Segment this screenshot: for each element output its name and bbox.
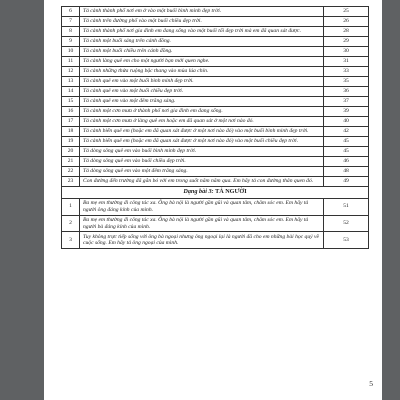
document-page [44, 0, 382, 400]
row-number: 6 [62, 7, 80, 17]
row-page: 33 [324, 66, 369, 76]
row-number: 22 [62, 166, 80, 176]
row-page: 29 [324, 36, 369, 46]
row-page: 26 [324, 16, 369, 26]
row-number: 8 [62, 26, 80, 36]
row-page: 48 [324, 166, 369, 176]
section-name: TẢ NGƯỜI [215, 187, 247, 195]
row-title: Tả dòng sông quê em vào một đêm trăng sáng. [80, 166, 324, 176]
table-row [62, 166, 369, 176]
row-page: 37 [324, 96, 369, 106]
section-heading [62, 186, 369, 198]
table-row [62, 146, 369, 156]
row-page: 39 [324, 106, 369, 116]
row-number: 21 [62, 156, 80, 166]
row-title: Tả cảnh quê em vào một buổi chiều đẹp trời. [80, 86, 324, 96]
table-row [62, 116, 369, 126]
row-title: Tả dòng sông quê em vào buổi bình minh đẹp trời. [80, 146, 324, 156]
row-title: Tả cảnh thành phố nơi em ở vào một buổi bình minh đẹp trời. [80, 7, 324, 17]
row-title: Tả cảnh thành phố nơi gia đình em đang sống vào một buổi tối đẹp trời mà em đã quan sát được. [80, 26, 324, 36]
row-number: 12 [62, 66, 80, 76]
row-page: 31 [324, 56, 369, 66]
table-row [62, 156, 369, 166]
row-page: 46 [324, 156, 369, 166]
row-number: 13 [62, 76, 80, 86]
table-row [62, 86, 369, 96]
row-page: 35 [324, 76, 369, 86]
table-row [62, 106, 369, 116]
table-row [62, 215, 369, 232]
row-title: Tả cảnh một buổi chiều trên cánh đồng. [80, 46, 324, 56]
row-number: 16 [62, 106, 80, 116]
table-row [62, 16, 369, 26]
row-title: Tả cảnh quê em vào một đêm trăng sáng. [80, 96, 324, 106]
row-title: Tuy không trực tiếp sống với ông bà ngoại nhưng ông ngoại lại là người đã cho em những bài học quý về cuộc sống. Em hãy tả ông ngoại của mình. [80, 232, 324, 249]
row-title: Tả cảnh quê em vào một buổi bình minh đẹp trời. [80, 76, 324, 86]
toc-rows-people [62, 198, 369, 248]
row-page: 45 [324, 146, 369, 156]
row-page: 51 [324, 198, 369, 215]
row-title: Tả cảnh một cơn mưa ở thành phố nơi gia đình em đang sống. [80, 106, 324, 116]
row-number: 9 [62, 36, 80, 46]
row-title: Tả cảnh biển quê em (hoặc em đã quan sát được ở một nơi nào đó) vào một buổi chiều đẹp trời. [80, 136, 324, 146]
row-title: Tả cảnh một buổi sáng trên cánh đồng. [80, 36, 324, 46]
row-page: 25 [324, 7, 369, 17]
table-row [62, 176, 369, 186]
row-title: Ba mẹ em thường đi công tác xa. Ông bà nội là người gần gũi và quan tâm, chăm sóc em. Em hãy tả người ông đáng kính của mình. [80, 198, 324, 215]
row-number: 3 [62, 232, 80, 249]
row-title: Tả cảnh biển quê em (hoặc em đã quan sát được ở một nơi nào đó) vào một buổi bình minh đẹp trời. [80, 126, 324, 136]
table-row [62, 46, 369, 56]
row-number: 2 [62, 215, 80, 232]
row-number: 14 [62, 86, 80, 96]
row-number: 18 [62, 126, 80, 136]
section-label: Dạng bài 3: [183, 187, 214, 195]
row-page: 42 [324, 126, 369, 136]
row-number: 15 [62, 96, 80, 106]
row-page: 40 [324, 116, 369, 126]
row-title: Ba mẹ em thường đi công tác xa. Ông bà nội là người gần gũi và quan tâm, chăm sóc em. Em hãy tả người bà đáng kính của mình. [80, 215, 324, 232]
table-row [62, 56, 369, 66]
row-number: 23 [62, 176, 80, 186]
row-number: 17 [62, 116, 80, 126]
row-number: 10 [62, 46, 80, 56]
row-page: 52 [324, 215, 369, 232]
table-of-contents [61, 6, 369, 249]
table-row [62, 198, 369, 215]
toc-section [62, 186, 369, 198]
row-title: Tả cảnh làng quê em cho một người bạn mới quen nghe. [80, 56, 324, 66]
table-row [62, 96, 369, 106]
row-number: 11 [62, 56, 80, 66]
row-number: 19 [62, 136, 80, 146]
row-title: Tả cảnh trên đường phố vào một buổi chiều đẹp trời. [80, 16, 324, 26]
toc-rows-landscape [62, 7, 369, 187]
section-heading-row [62, 186, 369, 198]
row-page: 49 [324, 176, 369, 186]
row-title: Tả cảnh những thửa ruộng bậc thang vào mùa lúa chín. [80, 66, 324, 76]
row-page: 28 [324, 26, 369, 36]
row-number: 7 [62, 16, 80, 26]
row-title: Con đường đến trường đã gắn bó với em trong suốt năm năm qua. Em hãy tả con đường thân quen đó. [80, 176, 324, 186]
row-page: 53 [324, 232, 369, 249]
table-row [62, 232, 369, 249]
row-number: 1 [62, 198, 80, 215]
row-number: 20 [62, 146, 80, 156]
table-row [62, 7, 369, 17]
page-number: 5 [369, 379, 373, 388]
table-row [62, 36, 369, 46]
row-page: 45 [324, 136, 369, 146]
table-row [62, 66, 369, 76]
row-title: Tả dòng sông quê em vào buổi chiều đẹp trời. [80, 156, 324, 166]
table-row [62, 26, 369, 36]
row-page: 36 [324, 86, 369, 96]
row-title: Tả cảnh một cơn mưa ở làng quê em hoặc em đã quan sát ở một nơi nào đó. [80, 116, 324, 126]
table-row [62, 126, 369, 136]
table-row [62, 136, 369, 146]
table-row [62, 76, 369, 86]
row-page: 30 [324, 46, 369, 56]
